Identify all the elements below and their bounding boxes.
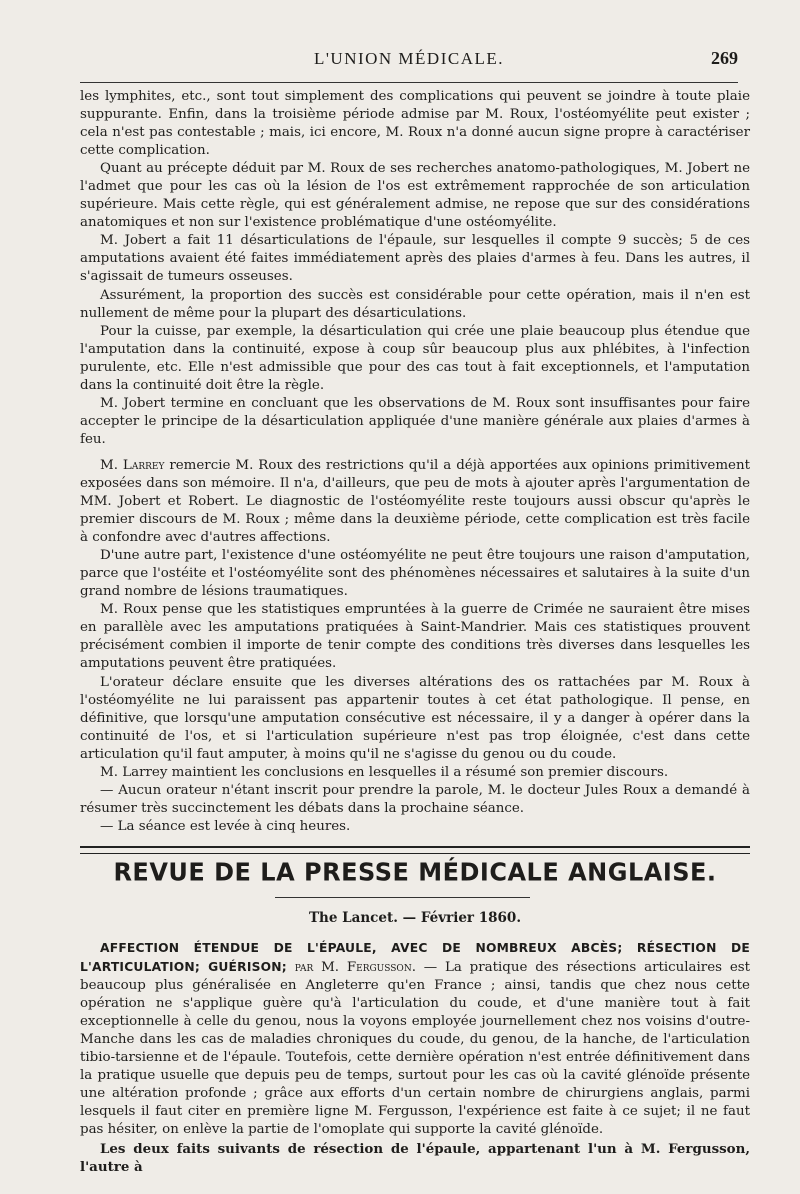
article-paragraph bbox=[80, 939, 750, 1140]
paragraph-text: remercie M. Roux des restrictions qu'il a déjà apportées aux opinions primitivement exposées dans son mémoire. Il n'a, d'ailleurs, que peu de mots à ajouter après l'argumentation de MM. Jobert et Robert. Le diagnostic de l'ostéomyélite reste toujours aussi obscur qu'après le premier discours de M. Roux ; même dans la deuxième période, cette complication est très facile à confondre avec d'autres affections. bbox=[80, 457, 750, 546]
running-title: L'UNION MÉDICALE. bbox=[313, 49, 505, 68]
article-last-line: Les deux faits suivants de résection de l'épaule, appartenant l'un à M. Fergusson, l'autre à bbox=[80, 1140, 750, 1175]
page-number: 269 bbox=[711, 48, 738, 68]
article bbox=[80, 939, 750, 1176]
paragraph: les lymphites, etc., sont tout simplement des complications qui peuvent se joindre à toute plaie suppurante. Enfin, dans la troisième période admise par M. Roux, l'ostéomyélite peut exister ; cela n'est pas contestable ; mais, ici encore, M. Roux n'a donné aucun signe propre à caractériser cette complication. bbox=[80, 89, 750, 159]
article-heading: AFFECTION ÉTENDUE DE L'ÉPAULE, AVEC DE NOMBREUX ABCÈS; RÉSECTION DE L'ARTICULATION; GUÉRISON; bbox=[80, 941, 750, 975]
section-title: REVUE DE LA PRESSE MÉDICALE ANGLAISE. bbox=[113, 857, 717, 887]
header-rule bbox=[80, 82, 738, 83]
paragraph: L'orateur déclare ensuite que les diverses altérations des os rattachées par M. Roux à l'ostéomyélite ne lui paraissent pas appartenir toutes à cet état pathologique. Il pense, en définitive, que lorsqu'une amputation consécutive est nécessaire, il y a danger à opérer dans la continuité de l'os, et si l'articulation supérieure n'est pas trop éloignée, c'est dans cette articulation qu'il faut amputer, à moins qu'il ne s'agisse du genou ou du coude. bbox=[80, 674, 750, 762]
paragraph: — Aucun orateur n'étant inscrit pour prendre la parole, M. le docteur Jules Roux a demandé à résumer très succinctement les débats dans la prochaine séance. bbox=[80, 782, 750, 816]
paragraph: Quant au précepte déduit par M. Roux de ses recherches anatomo-pathologiques, M. Jobert ne l'admet que pour les cas où la lésion de l'os est extrêmement rapprochée de son articulation supérieure. Mais cette règle, qui est généralement admise, ne repose que sur des considérations anatomiques et non sur l'existence problématique d'une ostéomyélite. bbox=[80, 161, 750, 231]
paragraph: M. Jobert a fait 11 désarticulations de l'épaule, sur lesquelles il compte 9 succès; 5 de ces amputations avaient été faites immédiatement après des plaies d'armes à feu. Dans les autres, il s'agissait de tumeurs osseuses. bbox=[80, 233, 750, 285]
paragraph: M. Roux pense que les statistiques empruntées à la guerre de Crimée ne sauraient être mises en parallèle avec les amputations pratiquées à Saint-Mandrier. Mais ces statistiques prouvent précisément combien il importe de tenir compte des conditions très diverses dans lesquelles les amputations peuvent être pratiquées. bbox=[80, 602, 750, 672]
journal-reference: The Lancet. — Février 1860. bbox=[308, 910, 522, 926]
section-title-rule bbox=[275, 897, 530, 898]
article-text: — La pratique des résections articulaires est beaucoup plus généralisée en Angleterre qu'en France ; ainsi, tandis que chez nous cette opération ne s'applique guère qu'à l'articulation du coude, et d'une manière tout à fait exceptionnelle à celle du genou, nous la voyons employée journellement chez nos voisins d'outre-Manche dans les cas de maladies chroniques du coude, du genou, de la hanche, de l'articulation tibio-tarsienne et de l'épaule. Toutefois, cette dernière opération n'est entrée définitivement dans la pratique usuelle que depuis peu de temps, surtout pour les cas où la cavité glénoïde présente une altération profonde ; grâce aux efforts d'un certain nombre de chirurgiens anglais, parmi lesquels il faut citer en première ligne M. Fergusson, l'expérience est faite à ce sujet; il ne faut pas hésiter, on enlève la partie de l'omoplate qui supporte la cavité glénoïde. bbox=[80, 960, 750, 1138]
section-divider bbox=[80, 846, 750, 854]
body-text bbox=[80, 88, 750, 836]
speaker-name: M. Larrey bbox=[100, 457, 165, 473]
page-header bbox=[80, 45, 738, 75]
paragraph: — La séance est levée à cinq heures. bbox=[100, 818, 351, 834]
paragraph: M. Larrey maintient les conclusions en lesquelles il a résumé son premier discours. bbox=[100, 764, 669, 780]
paragraph: Assurément, la proportion des succès est considérable pour cette opération, mais il n'en est nullement de même pour la plupart des désarticulations. bbox=[80, 287, 750, 321]
article-author: par M. Fergusson. bbox=[286, 960, 416, 976]
paragraph bbox=[80, 457, 750, 547]
paragraph: M. Jobert termine en concluant que les observations de M. Roux sont insuffisantes pour faire accepter le principe de la désarticulation appliquée d'une manière générale aux plaies d'armes à feu. bbox=[80, 395, 750, 447]
paragraph: D'une autre part, l'existence d'une ostéomyélite ne peut être toujours une raison d'amputation, parce que l'ostéite et l'ostéomyélite sont des phénomènes nécessaires et salutaires à la suite d'un grand nombre de lésions traumatiques. bbox=[80, 548, 750, 600]
paragraph: Pour la cuisse, par exemple, la désarticulation qui crée une plaie beaucoup plus étendue que l'amputation dans la continuité, expose à coup sûr beaucoup plus aux phlébites, à l'infection purulente, etc. Elle n'est admissible que pour des cas tout à fait exceptionnels, et l'amputation dans la continuité doit être la règle. bbox=[80, 323, 750, 393]
